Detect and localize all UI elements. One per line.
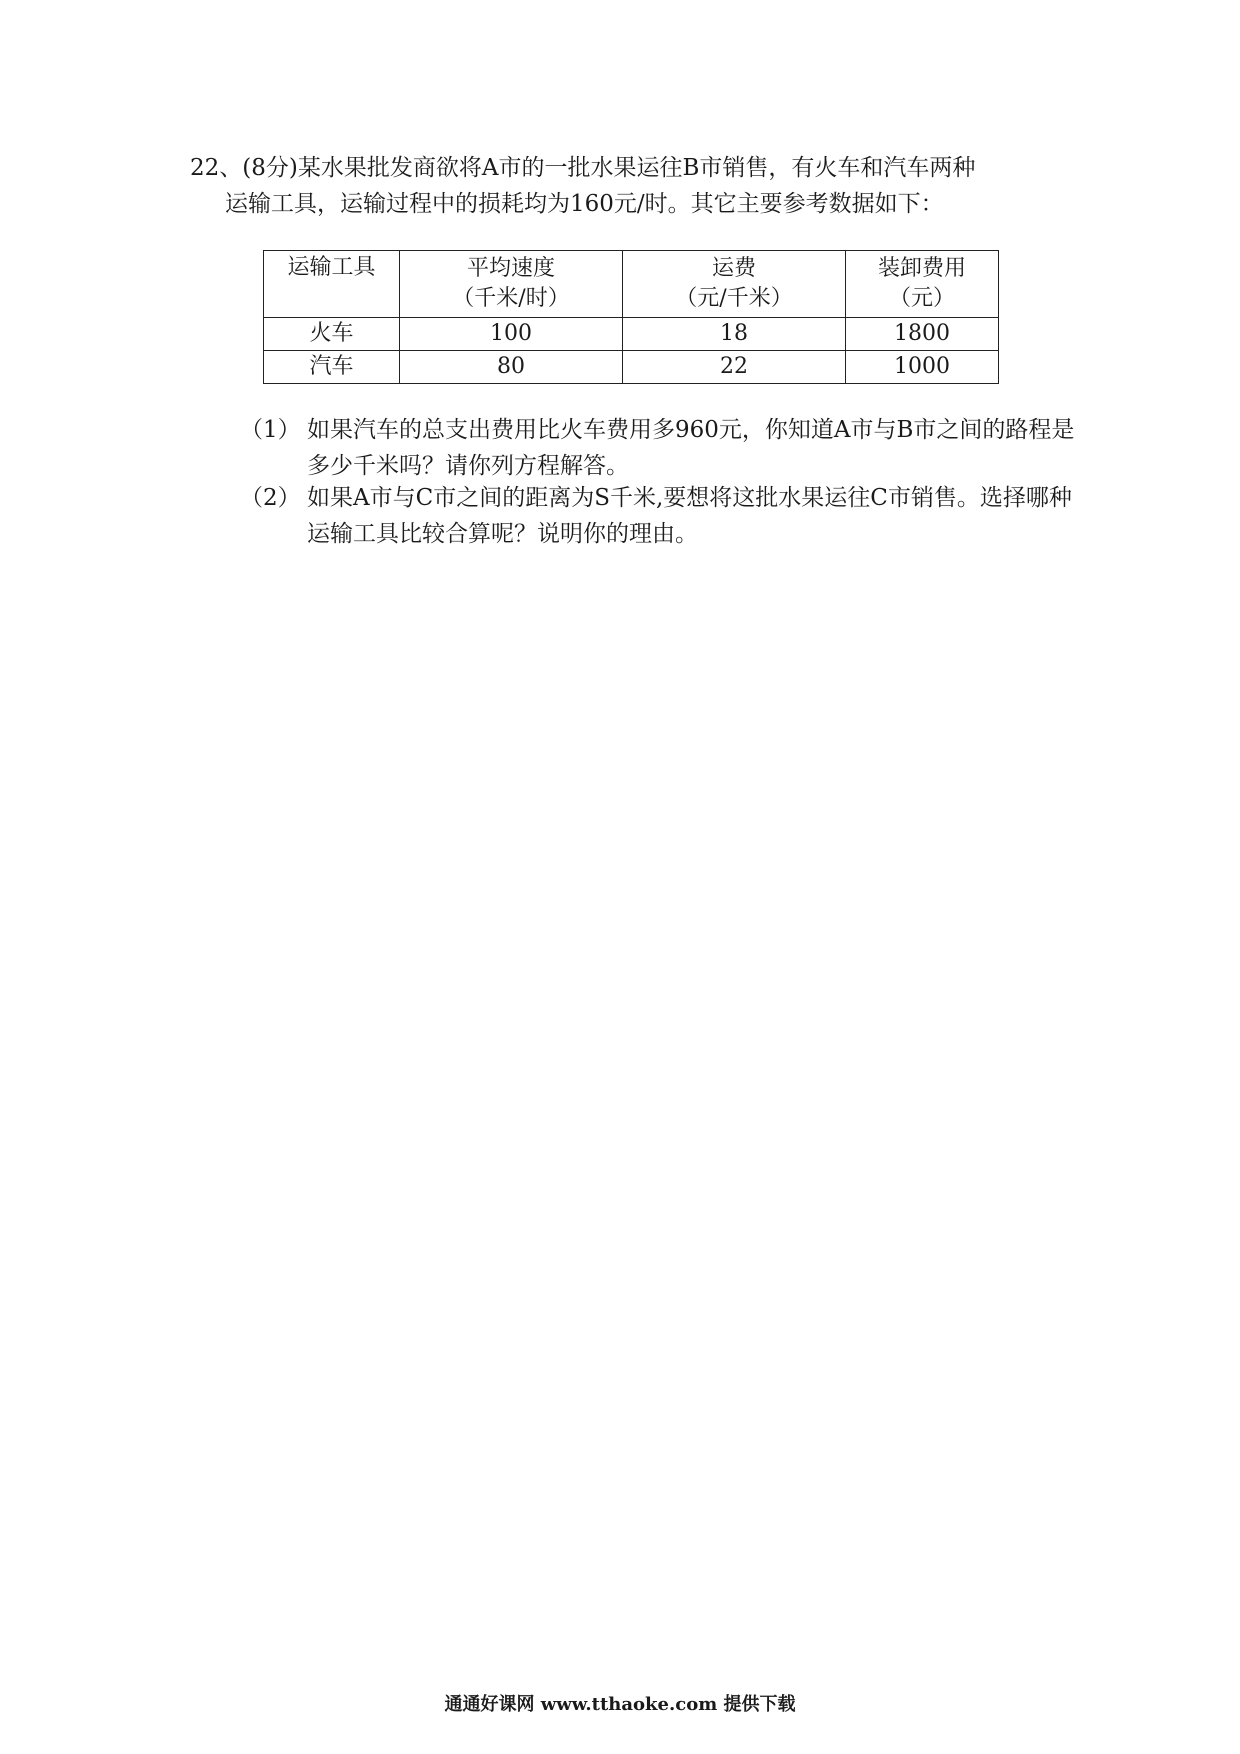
sub-question-2 (240, 480, 1080, 552)
header-fare (623, 251, 846, 318)
cell-vehicle: 汽车 (264, 351, 400, 384)
cell-vehicle: 火车 (264, 318, 400, 351)
header-vehicle (264, 251, 400, 318)
cell-fare: 18 (623, 318, 846, 351)
sub-question-text: 如果A市与C市之间的距离为S千米,要想将这批水果运往C市销售。选择哪种运输工具比较合算呢？说明你的理由。 (307, 485, 1072, 547)
header-speed-label: 平均速度 (466, 256, 555, 281)
sub-question-number: （1） (240, 417, 301, 443)
cell-handling: 1800 (846, 318, 999, 351)
cell-speed: 80 (400, 351, 623, 384)
header-handling-label: 装卸费用 (877, 256, 966, 281)
table-header-row (264, 251, 999, 318)
cell-handling: 1000 (846, 351, 999, 384)
question-stem (190, 150, 1070, 222)
cell-fare: 22 (623, 351, 846, 384)
sub-question-1 (240, 412, 1080, 484)
sub-question-text: 如果汽车的总支出费用比火车费用多960元，你知道A市与B市之间的路程是多少千米吗？请你列方程解答。 (307, 417, 1075, 479)
table-row (264, 351, 999, 384)
header-handling (846, 251, 999, 318)
header-fare-label: 运费 (711, 256, 756, 281)
page-footer: 通通好课网 www.tthaoke.com 提供下载 (444, 1694, 796, 1715)
question-line-2: 运输工具，运输过程中的损耗均为160元/时。其它主要参考数据如下： (225, 191, 944, 217)
header-handling-unit: （元） (888, 286, 955, 311)
header-fare-unit: （元/千米） (675, 286, 793, 311)
header-speed (400, 251, 623, 318)
sub-question-number: （2） (240, 485, 301, 511)
header-vehicle-label: 运输工具 (287, 255, 376, 280)
question-line-1: 22、(8分)某水果批发商欲将A市的一批水果运往B市销售，有火车和汽车两种 (190, 155, 976, 181)
reference-data-table (263, 250, 999, 384)
header-speed-unit: （千米/时） (452, 286, 570, 311)
table-row (264, 318, 999, 351)
cell-speed: 100 (400, 318, 623, 351)
